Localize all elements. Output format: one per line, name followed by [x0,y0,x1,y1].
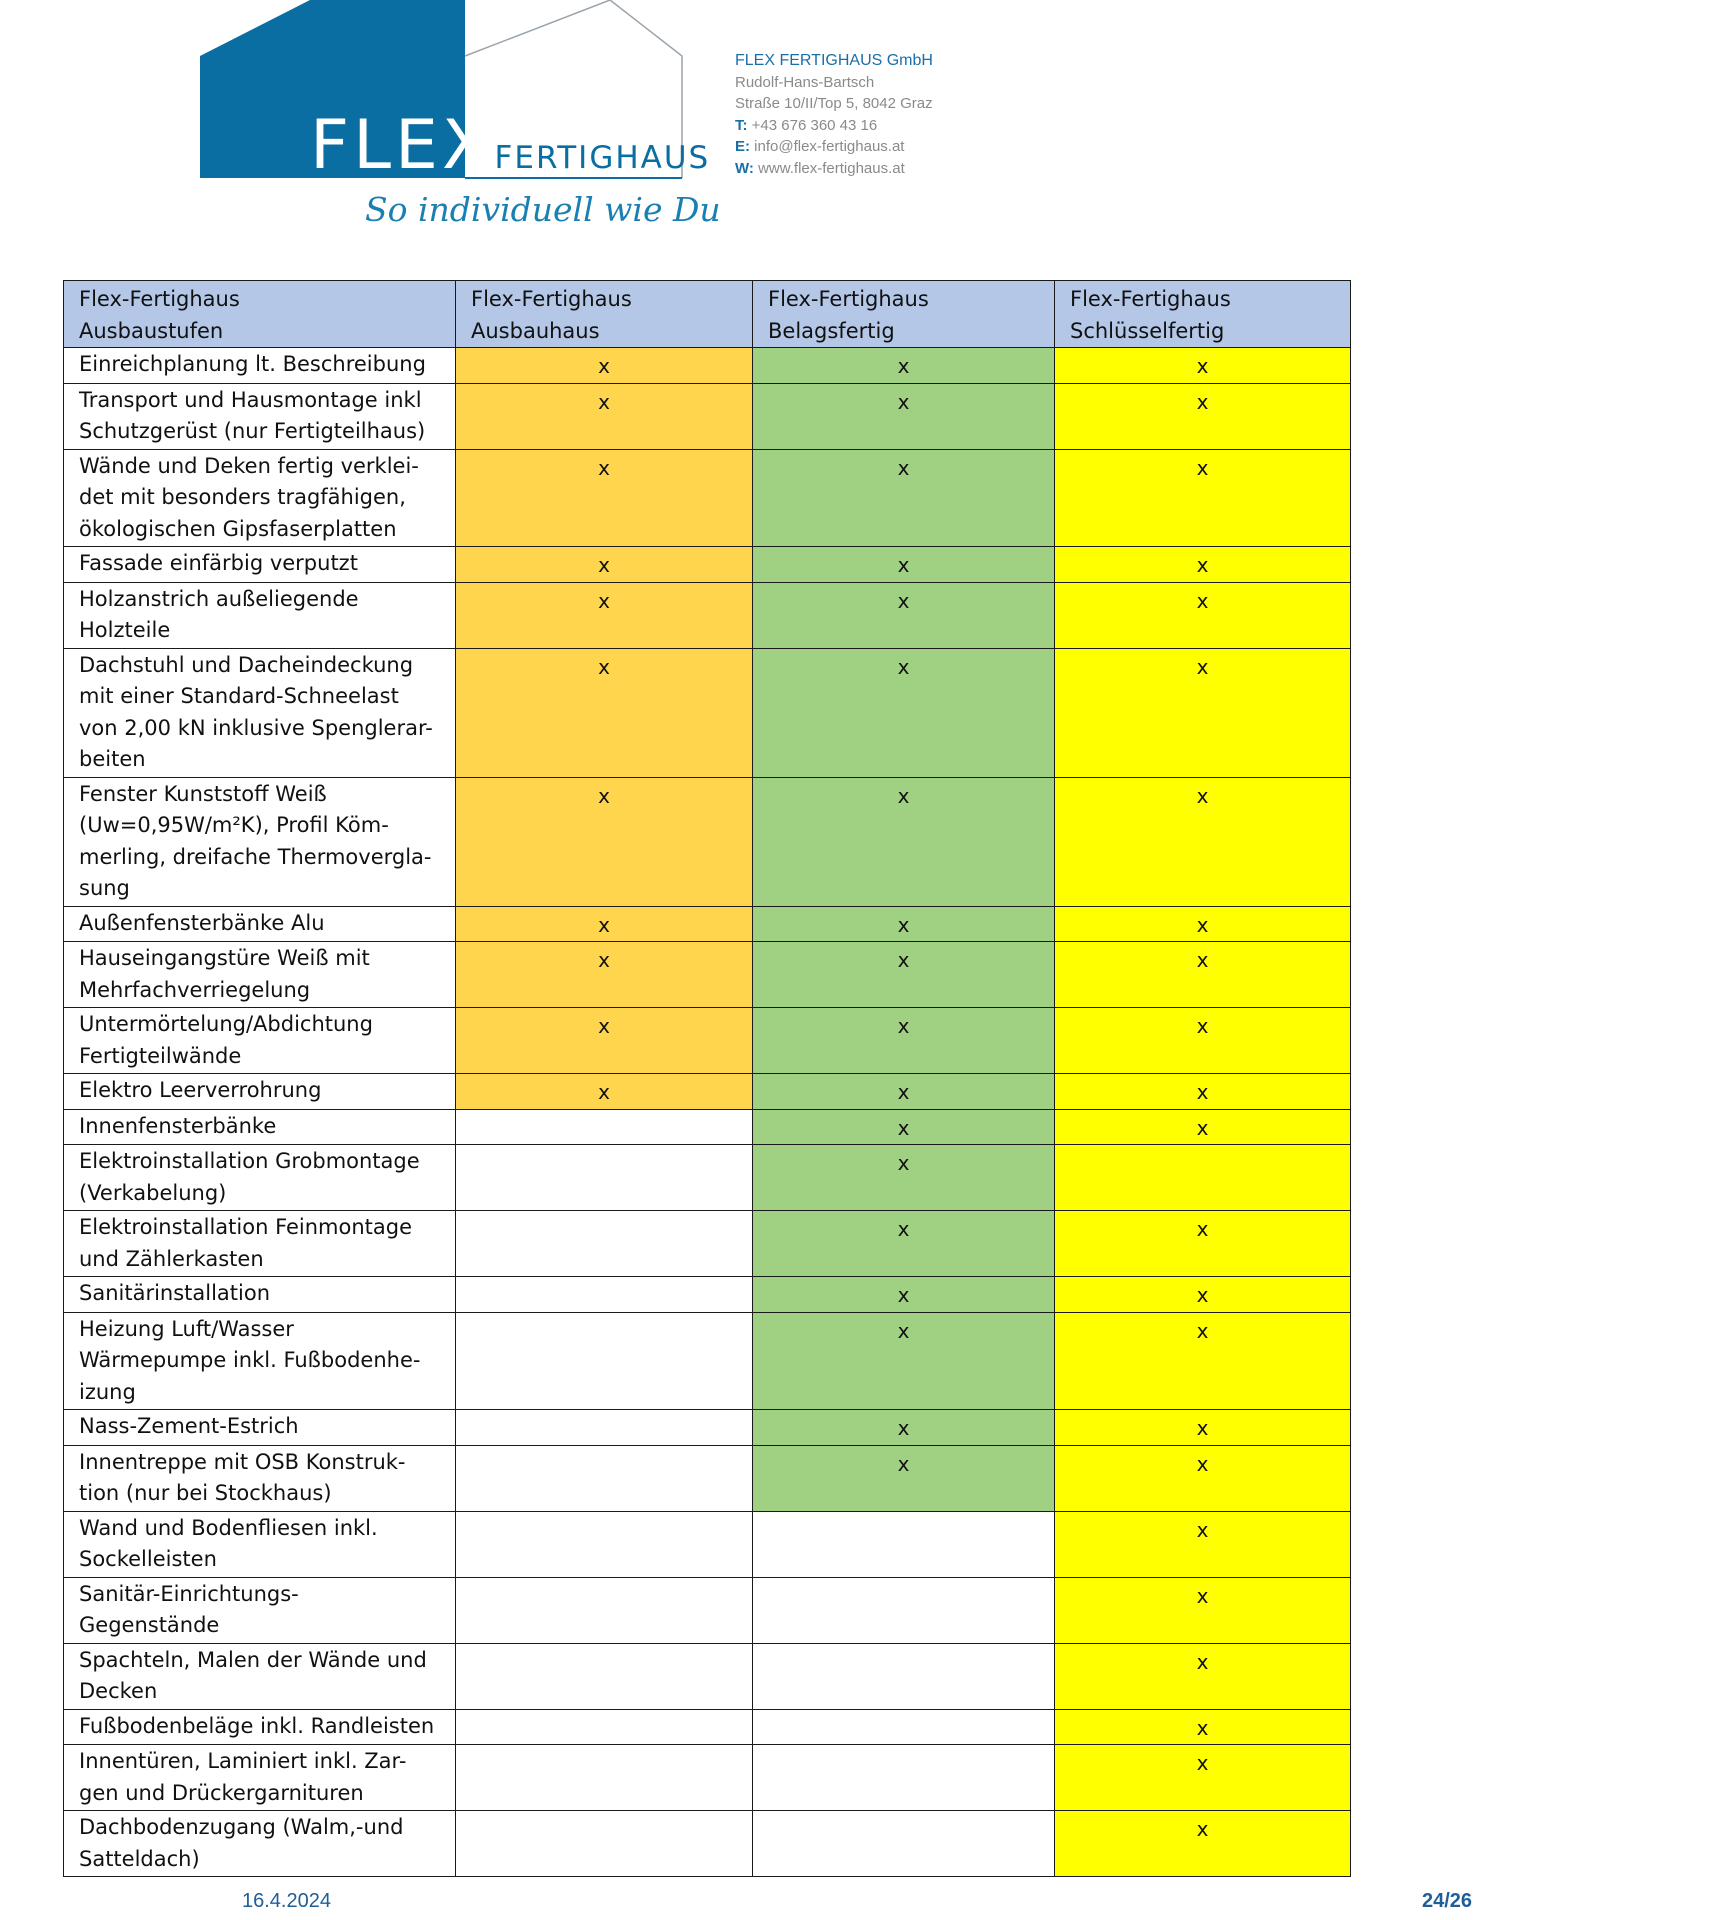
cell-belagsfertig [753,1709,1055,1745]
row-description-line: det mit besonders tragfähigen, [79,485,406,509]
header-schluesselfertig [1055,281,1351,348]
header-line: Schlüsselfertig [1070,318,1225,343]
check-mark: x [897,1318,910,1343]
logo-wordmark [310,106,711,185]
cell-ausbauhaus [456,1312,753,1410]
cell-ausbauhaus [456,942,753,1008]
footer-date: 16.4.2024 [242,1890,331,1912]
check-mark: x [1196,354,1209,378]
check-mark: x [1196,1451,1209,1476]
cell-ausbauhaus [456,449,753,547]
row-description-line: sung [79,876,130,900]
check-mark: x [598,948,610,972]
cell-schluesselfertig [1055,1410,1351,1446]
row-description [64,1145,456,1211]
check-mark: x [598,783,610,808]
row-description [64,1008,456,1074]
table-body [64,348,1351,1877]
cell-schluesselfertig [1055,1277,1351,1313]
row-description-line: (Uw=0,95W/m²K), Profil Köm- [79,813,389,837]
cell-ausbauhaus [456,1643,753,1709]
check-mark: x [897,1416,910,1440]
check-mark: x [598,553,610,577]
row-description-line: Holzanstrich außeliegende [79,586,359,611]
cell-belagsfertig [753,1577,1055,1643]
check-mark: x [1196,389,1209,414]
row-description-line: Heizung Luft/Wasser [79,1316,294,1341]
row-description-line: Dachbodenzugang (Walm,-und [79,1815,404,1839]
check-mark: x [1196,1115,1209,1140]
check-mark: x [897,1151,910,1175]
cell-ausbauhaus [456,1577,753,1643]
table-row [64,1109,1351,1145]
check-mark: x [1196,1014,1209,1038]
row-description-line: Einreichplanung lt. Beschreibung [79,352,426,376]
cell-schluesselfertig [1055,348,1351,384]
row-description-line: Sanitärinstallation [79,1281,271,1305]
cell-ausbauhaus [456,1445,753,1511]
check-mark: x [897,553,910,577]
email-value: info@flex-fertighaus.at [754,138,905,155]
cell-belagsfertig [753,1643,1055,1709]
cell-schluesselfertig [1055,449,1351,547]
table-row [64,383,1351,449]
web-label: W: [735,159,754,177]
cell-schluesselfertig [1055,1709,1351,1745]
table-row [64,648,1351,777]
check-mark: x [897,948,910,972]
row-description-line: beiten [79,747,146,771]
table-row [64,1008,1351,1074]
cell-schluesselfertig [1055,1145,1351,1211]
table-row [64,1211,1351,1277]
header-line: Flex-Fertighaus [471,287,632,311]
row-description [64,449,456,547]
table-row [64,1745,1351,1811]
cell-belagsfertig [753,1312,1055,1410]
table-header-row [64,281,1351,348]
header-line: Flex-Fertighaus [1070,287,1231,311]
table-row [64,1577,1351,1643]
cell-schluesselfertig [1055,1745,1351,1811]
check-mark: x [897,1115,910,1140]
row-description-line: und Zählerkasten [79,1246,264,1271]
logo-slogan: So individuell wie Du [365,190,721,229]
company-address-line-2: Straße 10/II/Top 5, 8042 Graz [735,95,933,112]
row-description-line: Gegenstände [79,1613,220,1637]
row-description [64,1109,456,1145]
row-description-line: Nass-Zement-Estrich [79,1414,299,1438]
company-address-block [735,50,933,179]
row-description-line: Dachstuhl und Dacheindeckung [79,652,414,677]
row-description [64,942,456,1008]
check-mark: x [897,783,910,808]
row-description-line: Wände und Deken fertig verklei- [79,453,419,478]
check-mark: x [897,588,910,613]
table-row [64,1811,1351,1877]
header-line: Flex-Fertighaus [79,287,240,311]
row-description-line: Hauseingangstüre Weiß mit [79,946,370,970]
ausbaustufen-table [63,280,1351,1877]
cell-schluesselfertig [1055,906,1351,942]
cell-belagsfertig [753,1410,1055,1446]
cell-schluesselfertig [1055,942,1351,1008]
row-description-line: Mehrfachverriegelung [79,977,311,1002]
cell-ausbauhaus [456,1410,753,1446]
cell-ausbauhaus [456,1008,753,1074]
check-mark: x [1196,1217,1209,1241]
check-mark: x [1196,1649,1209,1674]
cell-ausbauhaus [456,1709,753,1745]
row-description [64,1074,456,1110]
header-line: Belagsfertig [768,318,895,343]
check-mark: x [598,912,610,937]
check-mark: x [598,588,610,613]
row-description-line: Fußbodenbeläge inkl. Randleisten [79,1713,435,1738]
cell-belagsfertig [753,1074,1055,1110]
check-mark: x [897,389,910,414]
table-row [64,1145,1351,1211]
row-description-line: Elektro Leerverrohrung [79,1078,322,1102]
header-belagsfertig [753,281,1055,348]
cell-ausbauhaus [456,1211,753,1277]
row-description-line: Fassade einfärbig verputzt [79,551,358,575]
header-line: Ausbaustufen [79,318,224,343]
cell-ausbauhaus [456,582,753,648]
check-mark: x [897,1014,910,1038]
row-description [64,906,456,942]
row-description [64,1410,456,1446]
row-description [64,648,456,777]
check-mark: x [897,912,910,937]
cell-schluesselfertig [1055,1109,1351,1145]
row-description [64,777,456,906]
check-mark: x [897,1217,910,1241]
row-description [64,1811,456,1877]
check-mark: x [897,1451,910,1476]
cell-belagsfertig [753,547,1055,583]
table-row [64,582,1351,648]
cell-belagsfertig [753,1211,1055,1277]
email-label: E: [735,138,750,155]
row-description [64,1511,456,1577]
table-row [64,1074,1351,1110]
cell-belagsfertig [753,942,1055,1008]
check-mark: x [1196,553,1209,577]
row-description-line: merling, dreifache Thermovergla- [79,844,432,869]
table-row [64,1410,1351,1446]
row-description-line: Spachteln, Malen der Wände und [79,1647,427,1672]
check-mark: x [598,389,610,414]
table-row [64,906,1351,942]
cell-belagsfertig [753,348,1055,384]
cell-ausbauhaus [456,1745,753,1811]
cell-ausbauhaus [456,1811,753,1877]
cell-schluesselfertig [1055,648,1351,777]
row-description-line: Fenster Kunststoff Weiß [79,781,327,806]
cell-ausbauhaus [456,906,753,942]
cell-belagsfertig [753,1745,1055,1811]
row-description-line: Fertigteilwände [79,1043,242,1068]
cell-ausbauhaus [456,1145,753,1211]
cell-schluesselfertig [1055,547,1351,583]
row-description-line: Wärmepumpe inkl. Fußbodenhe- [79,1348,421,1372]
check-mark: x [1196,1751,1209,1775]
company-email [735,136,933,158]
row-description-line: (Verkabelung) [79,1180,227,1205]
check-mark: x [1196,1517,1209,1542]
company-address-line-1: Rudolf-Hans-Bartsch [735,73,875,91]
company-web [735,158,933,180]
cell-belagsfertig [753,1445,1055,1511]
check-mark: x [1196,948,1209,972]
check-mark: x [1196,455,1209,480]
company-logo [200,0,721,235]
cell-ausbauhaus [456,1074,753,1110]
cell-belagsfertig [753,1811,1055,1877]
row-description [64,348,456,384]
row-description [64,1745,456,1811]
check-mark: x [897,354,910,378]
cell-belagsfertig [753,582,1055,648]
cell-belagsfertig [753,449,1055,547]
cell-belagsfertig [753,1109,1055,1145]
cell-belagsfertig [753,1008,1055,1074]
row-description [64,1277,456,1313]
cell-schluesselfertig [1055,1445,1351,1511]
cell-schluesselfertig [1055,1312,1351,1410]
check-mark: x [1196,912,1209,937]
header-line: Ausbauhaus [471,318,600,343]
row-description-line: izung [79,1379,136,1404]
check-mark: x [1196,654,1209,679]
logo-fertighaus-text: FERTIGHAUS [494,140,711,176]
row-description-line: Innentüren, Laminiert inkl. Zar- [79,1749,407,1773]
cell-belagsfertig [753,383,1055,449]
check-mark: x [598,1014,610,1038]
cell-belagsfertig [753,1277,1055,1313]
check-mark: x [897,1080,910,1104]
table-row [64,1643,1351,1709]
row-description-line: Sanitär-Einrichtungs- [79,1581,299,1606]
row-description [64,1643,456,1709]
cell-belagsfertig [753,777,1055,906]
row-description-line: Schutzgerüst (nur Fertigteilhaus) [79,419,426,443]
row-description-line: Elektroinstallation Grobmontage [79,1149,420,1173]
check-mark: x [1196,1715,1209,1740]
header-ausbauhaus [456,281,753,348]
row-description-line: tion (nur bei Stockhaus) [79,1481,332,1505]
cell-ausbauhaus [456,383,753,449]
row-description-line: Holzteile [79,618,171,642]
table-row [64,1277,1351,1313]
check-mark: x [598,455,610,480]
cell-belagsfertig [753,906,1055,942]
phone-value: +43 676 360 43 16 [751,116,878,134]
row-description [64,1709,456,1745]
check-mark: x [598,1080,610,1104]
row-description-line: gen und Drückergarnituren [79,1780,364,1805]
row-description-line: Innenfensterbänke [79,1113,277,1138]
company-phone [735,115,933,137]
row-description [64,1577,456,1643]
row-description-line: Wand und Bodenfliesen inkl. [79,1515,378,1540]
cell-schluesselfertig [1055,1811,1351,1877]
footer-page-number: 24/26 [1422,1890,1473,1912]
cell-schluesselfertig [1055,1643,1351,1709]
check-mark: x [598,654,610,679]
check-mark: x [1196,1318,1209,1343]
check-mark: x [1196,1817,1209,1841]
check-mark: x [1196,1080,1209,1104]
cell-schluesselfertig [1055,383,1351,449]
company-name: FLEX FERTIGHAUS GmbH [735,52,933,69]
web-value: www.flex-fertighaus.at [758,159,905,177]
cell-schluesselfertig [1055,1577,1351,1643]
table-row [64,1445,1351,1511]
cell-schluesselfertig [1055,1074,1351,1110]
cell-ausbauhaus [456,777,753,906]
row-description-line: Sockelleisten [79,1547,217,1571]
row-description [64,547,456,583]
row-description-line: Transport und Hausmontage inkl [79,387,422,412]
check-mark: x [897,1283,910,1307]
table-row [64,942,1351,1008]
check-mark: x [1196,1283,1209,1307]
check-mark: x [897,654,910,679]
cell-belagsfertig [753,648,1055,777]
row-description [64,1445,456,1511]
check-mark: x [897,455,910,480]
cell-schluesselfertig [1055,582,1351,648]
cell-ausbauhaus [456,1109,753,1145]
cell-schluesselfertig [1055,1211,1351,1277]
row-description [64,582,456,648]
check-mark: x [1196,783,1209,808]
cell-ausbauhaus [456,1277,753,1313]
table-row [64,1312,1351,1410]
row-description [64,1211,456,1277]
table-row [64,449,1351,547]
cell-schluesselfertig [1055,777,1351,906]
cell-ausbauhaus [456,648,753,777]
cell-belagsfertig [753,1145,1055,1211]
row-description-line: von 2,00 kN inklusive Spenglerar- [79,715,433,740]
row-description-line: Innentreppe mit OSB Konstruk- [79,1449,406,1474]
check-mark: x [598,354,610,378]
row-description-line: Elektroinstallation Feinmontage [79,1215,413,1239]
logo-flex-text: FLEX [310,106,493,185]
cell-ausbauhaus [456,348,753,384]
row-description-line: Decken [79,1679,158,1703]
table-row [64,1709,1351,1745]
row-description [64,383,456,449]
table-row [64,547,1351,583]
check-mark: x [1196,1583,1209,1608]
header-line: Flex-Fertighaus [768,287,929,311]
check-mark: x [1196,588,1209,613]
check-mark: x [1196,1416,1209,1440]
table-row [64,1511,1351,1577]
cell-ausbauhaus [456,1511,753,1577]
row-description-line: Außenfensterbänke Alu [79,910,325,935]
cell-ausbauhaus [456,547,753,583]
table-row [64,777,1351,906]
table-row [64,348,1351,384]
cell-belagsfertig [753,1511,1055,1577]
row-description-line: mit einer Standard-Schneelast [79,684,399,708]
cell-schluesselfertig [1055,1008,1351,1074]
row-description-line: Satteldach) [79,1846,200,1871]
cell-schluesselfertig [1055,1511,1351,1577]
phone-label: T: [735,116,748,134]
row-description-line: Untermörtelung/Abdichtung [79,1012,373,1036]
header-ausbaustufen [64,281,456,348]
row-description-line: ökologischen Gipsfaserplatten [79,516,397,541]
row-description [64,1312,456,1410]
